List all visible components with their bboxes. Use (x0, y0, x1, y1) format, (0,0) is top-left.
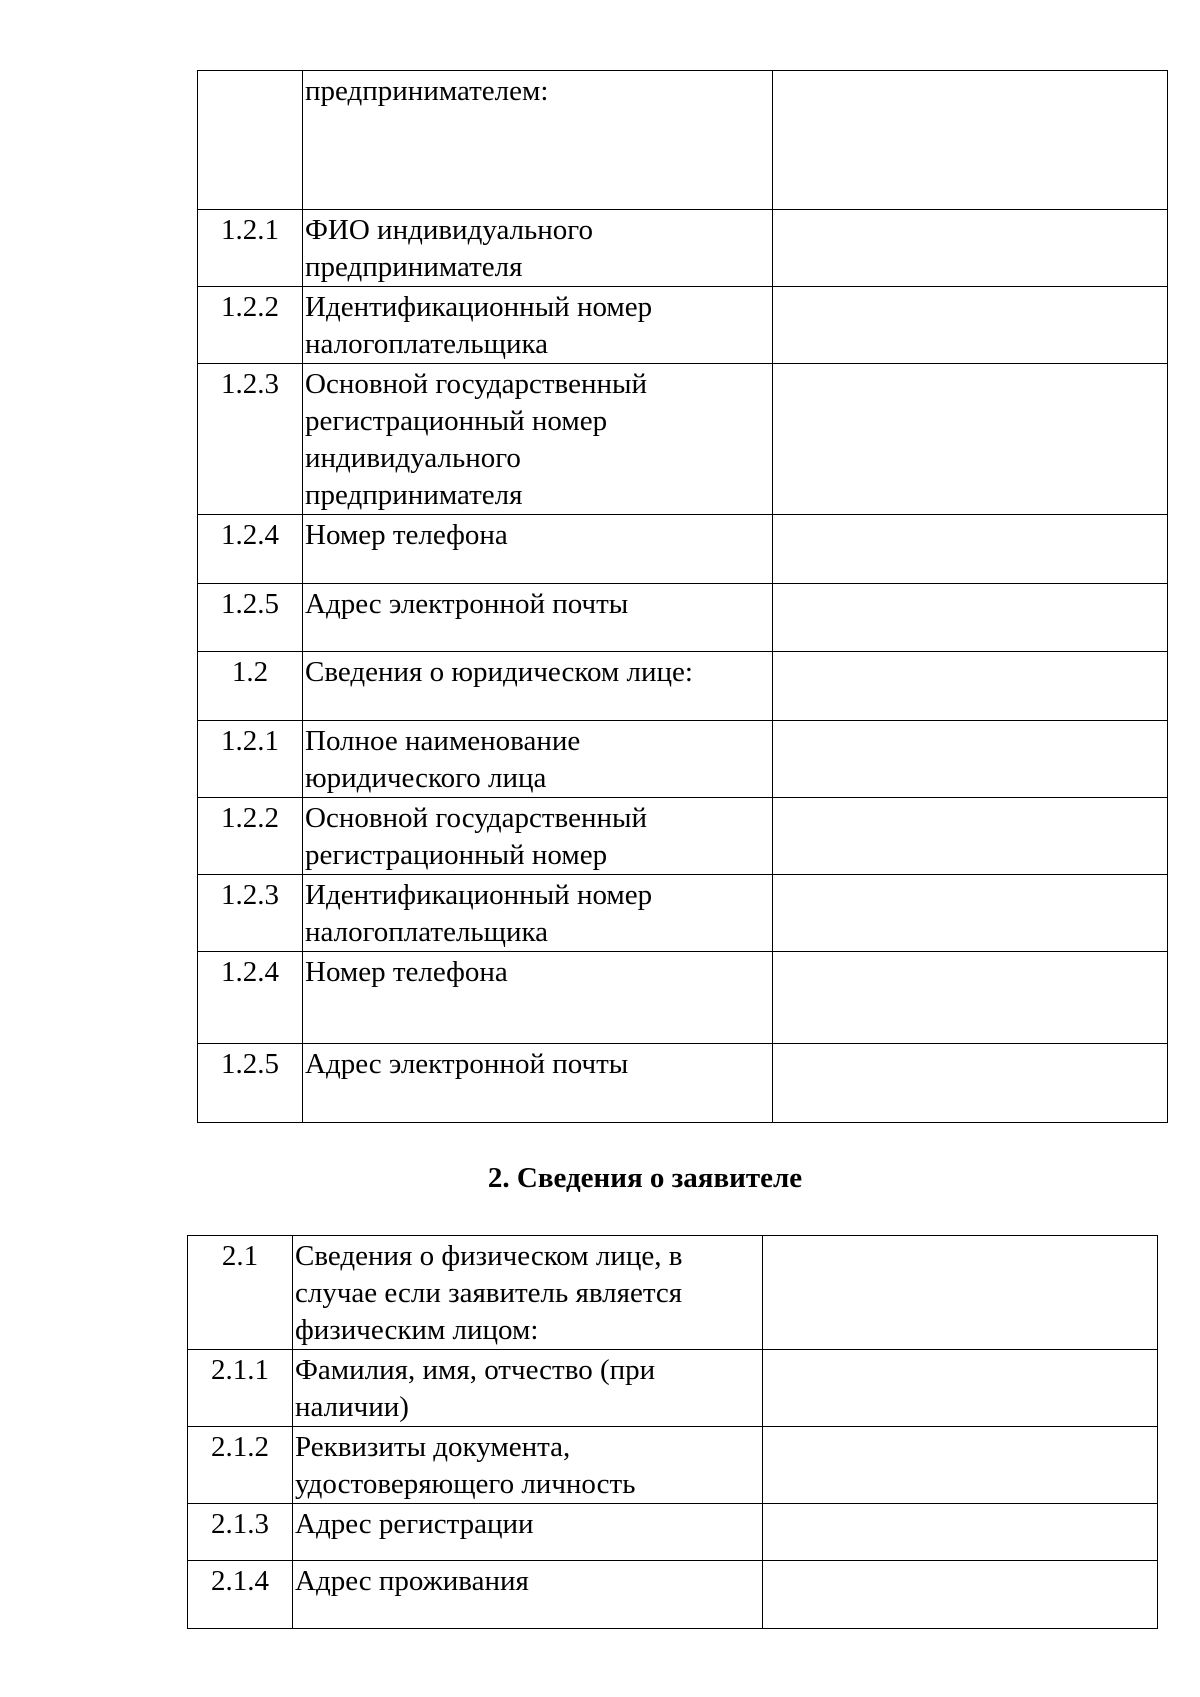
table-row (198, 798, 1168, 875)
row-label: предпринимателем: (303, 71, 773, 210)
row-label: Фамилия, имя, отчество (при наличии) (293, 1350, 763, 1427)
section-heading: 2. Сведения о заявителе (487, 1162, 803, 1194)
row-number: 1.2.5 (198, 584, 303, 652)
row-value-field[interactable] (773, 287, 1168, 364)
applicant-info-table-continued (197, 70, 1168, 1123)
table-row (188, 1561, 1158, 1629)
table-row (188, 1504, 1158, 1561)
row-value-field[interactable] (773, 364, 1168, 515)
row-number (198, 71, 303, 210)
table-row (188, 1427, 1158, 1504)
row-label: Идентификационный номер налогоплательщика (303, 287, 773, 364)
table-row (198, 287, 1168, 364)
row-number: 1.2.1 (198, 721, 303, 798)
row-value-field[interactable] (773, 875, 1168, 952)
row-value-field[interactable] (773, 515, 1168, 584)
table-row (198, 71, 1168, 210)
row-label: Полное наименование юридического лица (303, 721, 773, 798)
row-label: ФИО индивидуального предпринимателя (303, 210, 773, 287)
row-number: 1.2.2 (198, 798, 303, 875)
row-value-field[interactable] (773, 584, 1168, 652)
table-row (198, 515, 1168, 584)
row-value-field[interactable] (773, 798, 1168, 875)
row-number: 1.2.4 (198, 952, 303, 1044)
row-value-field[interactable] (773, 1044, 1168, 1123)
row-value-field[interactable] (763, 1561, 1158, 1629)
row-value-field[interactable] (773, 652, 1168, 721)
row-number: 1.2.1 (198, 210, 303, 287)
table-row (198, 364, 1168, 515)
row-value-field[interactable] (773, 210, 1168, 287)
row-label: Сведения о юридическом лице: (303, 652, 773, 721)
row-value-field[interactable] (763, 1236, 1158, 1350)
row-label: Основной государственный регистрационный номер индивидуального предпринимателя (303, 364, 773, 515)
table-row (198, 652, 1168, 721)
row-number: 1.2.5 (198, 1044, 303, 1123)
row-label: Сведения о физическом лице, в случае если заявитель является физическим лицом: (293, 1236, 763, 1350)
row-label: Адрес электронной почты (303, 584, 773, 652)
table-row (188, 1350, 1158, 1427)
table-row (198, 210, 1168, 287)
row-label: Реквизиты документа, удостоверяющего личность (293, 1427, 763, 1504)
row-value-field[interactable] (773, 952, 1168, 1044)
row-number: 1.2.3 (198, 364, 303, 515)
row-label: Адрес проживания (293, 1561, 763, 1629)
applicant-details-table (187, 1235, 1158, 1629)
table-row (198, 584, 1168, 652)
row-label: Номер телефона (303, 515, 773, 584)
row-number: 2.1.2 (188, 1427, 293, 1504)
row-number: 2.1 (188, 1236, 293, 1350)
table-row (198, 721, 1168, 798)
row-number: 1.2 (198, 652, 303, 721)
row-value-field[interactable] (763, 1350, 1158, 1427)
row-label: Адрес регистрации (293, 1504, 763, 1561)
row-number: 1.2.3 (198, 875, 303, 952)
row-label: Основной государственный регистрационный номер (303, 798, 773, 875)
row-label: Идентификационный номер налогоплательщика (303, 875, 773, 952)
row-value-field[interactable] (773, 721, 1168, 798)
table-row (198, 952, 1168, 1044)
row-value-field[interactable] (763, 1504, 1158, 1561)
row-label: Номер телефона (303, 952, 773, 1044)
table-row (188, 1236, 1158, 1350)
row-number: 2.1.3 (188, 1504, 293, 1561)
row-label: Адрес электронной почты (303, 1044, 773, 1123)
row-value-field[interactable] (763, 1427, 1158, 1504)
row-number: 1.2.4 (198, 515, 303, 584)
table-row (198, 1044, 1168, 1123)
table-row (198, 875, 1168, 952)
row-value-field[interactable] (773, 71, 1168, 210)
row-number: 2.1.1 (188, 1350, 293, 1427)
row-number: 1.2.2 (198, 287, 303, 364)
row-number: 2.1.4 (188, 1561, 293, 1629)
